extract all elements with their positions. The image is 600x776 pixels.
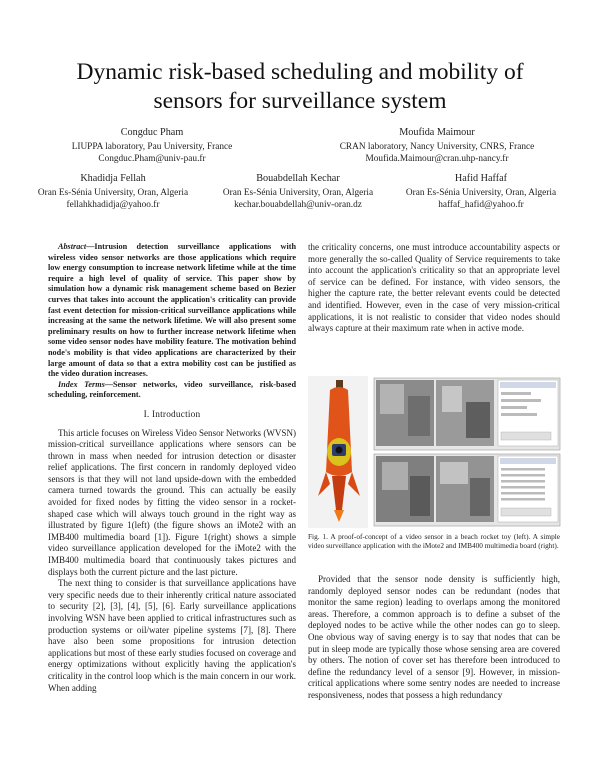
author-name: Khadidja Fellah (80, 173, 146, 184)
right-paragraph-1: the criticality concerns, one must introduce accountability aspects or more generally the so-called Quality of Service requirements to take into account the application's criticality so that an appropriate level of service can be defined. For instance, with video sensors, the higher the capture rate, the better relevant events could be detected and identified. However, even in the case of very mission-critical applications, it is not realistic to consider that video nodes should always capture at their maximum rate when in active mode. (308, 242, 560, 334)
author-affiliation: Oran Es-Sénia University, Oran, Algeria (405, 188, 557, 198)
author-email: kechar.bouabdellah@univ-oran.dz (234, 200, 362, 210)
left-column (48, 242, 296, 694)
right-column-bottom (308, 574, 560, 702)
author-name: Moufida Maimour (399, 127, 475, 138)
surveillance-app-screenshot-top (374, 378, 560, 450)
author-email: Congduc.Pham@univ-pau.fr (98, 154, 206, 164)
author-affiliation: Oran Es-Sénia University, Oran, Algeria (222, 188, 374, 198)
abstract-label: Abstract (58, 242, 87, 251)
right-paragraph-2: Provided that the sensor node density is sufficiently high, randomly deployed sensor nodes can be redundant (nodes that monitor the same region) leading to overlaps among the monitored areas. Therefore, a common approach is to define a subset of the deployed nodes to be active while the other nodes can go to sleep. One obvious way of saving energy is to say that nodes that can be put in sleep mode are typically those whose sensing area are covered by others. The notion of cover set has therefore been introduced to define the redundancy level of a sensor [9]. However, in mission-critical applications where some sentry nodes are needed to increase responsiveness, nodes that possess a high redundancy (308, 574, 560, 700)
author-email: fellahkhadidja@yahoo.fr (66, 200, 160, 210)
title-line-2: sensors for surveillance system (153, 88, 447, 114)
index-terms-paragraph (48, 380, 296, 401)
section-heading: I. Introduction (143, 409, 201, 420)
intro-paragraph-2: The next thing to consider is that surveillance applications have very specific needs due to their inherently critical nature associated to security [2], [3], [4], [5], [6]. Early surveillance applications involving WSN have been applied to critical infrastructures such as production systems or oil/water pipeline systems [7], [8]. There have also been some propositions for intrusion detection applications but most of these early studies focused on coverage and energy optimizations without explicitly having the application's criticality in the control loop which is the main concern in our work. When adding (48, 578, 296, 693)
author-name: Congduc Pham (120, 127, 184, 138)
title-line-1: Dynamic risk-based scheduling and mobility of (76, 59, 524, 85)
rocket-sensor-photo (308, 376, 368, 528)
author-block-4 (210, 173, 386, 211)
paper-title (40, 58, 560, 116)
surveillance-app-screenshot-bottom (374, 454, 560, 526)
author-affiliation: CRAN laboratory, Nancy University, CNRS, France (339, 142, 535, 152)
author-email: haffaf_hafid@yahoo.fr (438, 200, 524, 210)
author-affiliation: LIUPPA laboratory, Pau University, France (71, 142, 233, 152)
author-email: Moufida.Maimour@cran.uhp-nancy.fr (365, 154, 509, 164)
figure-caption: Fig. 1. A proof-of-concept of a video sensor in a beach rocket toy (left). A simple video surveillance application with the iMote2 and IMB400 multimedia board (right). (308, 532, 560, 551)
author-name: Hafid Haffaf (454, 173, 508, 184)
abstract-text: —Intrusion detection surveillance applications with wireless video sensor networks are those applications which require low energy consumption to increase network lifetime while at the time require a high level of quality of service. This paper show by simulation how a dynamic risk management scheme based on Bezier curves that takes into account the application's criticality can provide fast event detection for mission-critical surveillance applications while increasing at the same the network lifetime. We will also present some preliminary results on how to further increase network lifetime when some video sensor nodes have mobility feature. The motivation behind node's mobility is that video applications are characterized by their large amount of data so that a extra mobility cost can be justified as the video duration increases. (48, 242, 296, 379)
author-affiliation: Oran Es-Sénia University, Oran, Algeria (37, 188, 189, 198)
author-block-1 (52, 127, 252, 165)
abstract-paragraph (48, 242, 296, 380)
author-block-5 (392, 173, 570, 211)
figure-1 (308, 376, 564, 528)
author-block-2 (328, 127, 546, 165)
right-column-top (308, 242, 560, 335)
intro-paragraph-1: This article focuses on Wireless Video Sensor Networks (WVSN) mission-critical surveillance applications where sensors can be thrown in mass when needed for intrusion detection or disaster relief applications. The first concern in randomly deployed video sensors is that they will not land upside-down with the embedded camera turned towards the ground. This can actually be easily avoided for fixed nodes by fitting the video sensor in a rocket-shaped case which will always touch ground in the right way as illustrated by figure 1(left) (the figure shows an iMote2 with an IMB400 multimedia board [1]). Figure 1(right) shows a simple video surveillance application developed for the iMote2 with the IMB400 multimedia board that continuously takes pictures and displays both the current picture and the last picture. (48, 427, 296, 577)
index-terms-text: —Sensor networks, video surveillance, risk-based scheduling, reinforcement. (48, 379, 296, 400)
index-terms-label: Index Terms (58, 379, 105, 389)
author-name: Bouabdellah Kechar (256, 173, 340, 184)
author-block-3 (22, 173, 204, 211)
